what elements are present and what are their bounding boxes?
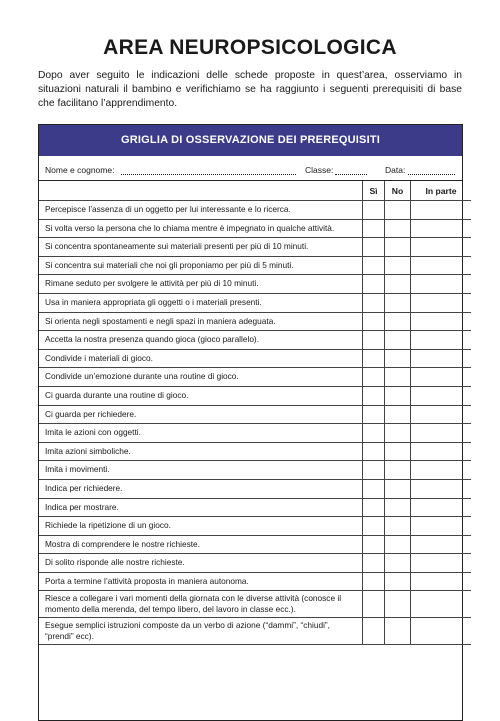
class-label: Classe: — [305, 165, 334, 175]
table-row — [39, 349, 471, 368]
no-checkbox-cell[interactable] — [385, 238, 411, 257]
page-title: AREA NEUROPSICOLOGICA — [103, 36, 397, 59]
no-checkbox-cell[interactable] — [385, 498, 411, 517]
si-checkbox-cell[interactable] — [363, 618, 385, 645]
item-text: Richiede la ripetizione di un gioco. — [45, 520, 171, 531]
item-text: Si volta verso la persona che lo chiama mentre è impegnato in qualche attività. — [45, 222, 335, 233]
si-checkbox-cell[interactable] — [363, 479, 385, 498]
si-checkbox-cell[interactable] — [363, 368, 385, 387]
si-checkbox-cell[interactable] — [363, 461, 385, 480]
si-checkbox-cell[interactable] — [363, 386, 385, 405]
table-row — [39, 591, 471, 618]
in-parte-checkbox-cell[interactable] — [411, 591, 472, 618]
no-checkbox-cell[interactable] — [385, 201, 411, 220]
no-checkbox-cell[interactable] — [385, 442, 411, 461]
column-header-in-parte: In parte — [411, 181, 472, 201]
item-text: Riesce a collegare i vari momenti della giornata con le diverse attività (conosce il momento della merenda, del tempo libero, del lavoro in classe ecc.). — [45, 592, 342, 615]
table-row — [39, 293, 471, 312]
no-checkbox-cell[interactable] — [385, 405, 411, 424]
si-checkbox-cell[interactable] — [363, 591, 385, 618]
item-text: Ci guarda durante una routine di gioco. — [45, 389, 189, 400]
si-checkbox-cell[interactable] — [363, 535, 385, 554]
si-checkbox-cell[interactable] — [363, 275, 385, 294]
table-row — [39, 572, 471, 591]
item-text: Usa in maniera appropriata gli oggetti o i materiali presenti. — [45, 297, 262, 308]
item-cell — [39, 386, 363, 405]
table-row — [39, 275, 471, 294]
in-parte-checkbox-cell[interactable] — [411, 219, 472, 238]
in-parte-checkbox-cell[interactable] — [411, 461, 472, 480]
item-cell — [39, 554, 363, 573]
no-checkbox-cell[interactable] — [385, 275, 411, 294]
si-checkbox-cell[interactable] — [363, 442, 385, 461]
in-parte-checkbox-cell[interactable] — [411, 368, 472, 387]
table-row — [39, 479, 471, 498]
item-text: Esegue semplici istruzioni composte da un verbo di azione (“dammi”, “chiudi”, “prendi” ecc). — [45, 619, 330, 642]
table-row — [39, 386, 471, 405]
in-parte-checkbox-cell[interactable] — [411, 331, 472, 350]
item-cell — [39, 479, 363, 498]
item-text: Condivide un’emozione durante una routine di gioco. — [45, 371, 239, 382]
in-parte-checkbox-cell[interactable] — [411, 349, 472, 368]
no-checkbox-cell[interactable] — [385, 312, 411, 331]
item-cell — [39, 238, 363, 257]
no-checkbox-cell[interactable] — [385, 219, 411, 238]
item-text: Percepisce l’assenza di un oggetto per lui interessante e lo ricerca. — [45, 204, 291, 215]
in-parte-checkbox-cell[interactable] — [411, 498, 472, 517]
si-checkbox-cell[interactable] — [363, 331, 385, 350]
in-parte-checkbox-cell[interactable] — [411, 405, 472, 424]
table-row — [39, 535, 471, 554]
si-checkbox-cell[interactable] — [363, 293, 385, 312]
table-row — [39, 368, 471, 387]
si-checkbox-cell[interactable] — [363, 554, 385, 573]
item-cell — [39, 535, 363, 554]
item-cell — [39, 517, 363, 536]
table-row — [39, 442, 471, 461]
table-row — [39, 201, 471, 220]
item-text: Imita i movimenti. — [45, 464, 110, 475]
in-parte-checkbox-cell[interactable] — [411, 618, 472, 645]
item-text: Si orienta negli spostamenti e negli spazi in maniera adeguata. — [45, 315, 276, 326]
si-checkbox-cell[interactable] — [363, 572, 385, 591]
item-cell — [39, 572, 363, 591]
date-label: Data: — [385, 165, 406, 175]
no-checkbox-cell[interactable] — [385, 349, 411, 368]
in-parte-checkbox-cell[interactable] — [411, 535, 472, 554]
in-parte-checkbox-cell[interactable] — [411, 517, 472, 536]
si-checkbox-cell[interactable] — [363, 219, 385, 238]
prerequisites-table — [39, 181, 471, 645]
item-text: Di solito risponde alle nostre richieste. — [45, 557, 185, 568]
item-cell — [39, 219, 363, 238]
si-checkbox-cell[interactable] — [363, 405, 385, 424]
table-row — [39, 424, 471, 443]
item-text: Imita azioni simboliche. — [45, 445, 131, 456]
no-checkbox-cell[interactable] — [385, 293, 411, 312]
table-row — [39, 312, 471, 331]
item-cell — [39, 442, 363, 461]
item-cell — [39, 331, 363, 350]
observation-grid — [38, 124, 463, 721]
table-row — [39, 256, 471, 275]
intro-paragraph: Dopo aver seguito le indicazioni delle schede proposte in quest’area, osserviamo in situazioni naturali il bambino e verifichiamo se ha raggiunto i seguenti prerequisiti di base che facilitano l’apprendimento. — [38, 70, 462, 109]
item-cell — [39, 201, 363, 220]
item-cell — [39, 424, 363, 443]
no-checkbox-cell[interactable] — [385, 424, 411, 443]
no-checkbox-cell[interactable] — [385, 535, 411, 554]
item-cell — [39, 591, 363, 618]
table-row — [39, 498, 471, 517]
item-cell — [39, 349, 363, 368]
si-checkbox-cell[interactable] — [363, 349, 385, 368]
in-parte-checkbox-cell[interactable] — [411, 554, 472, 573]
item-text: Ci guarda per richiedere. — [45, 408, 137, 419]
si-checkbox-cell[interactable] — [363, 238, 385, 257]
class-field[interactable] — [335, 165, 367, 175]
in-parte-checkbox-cell[interactable] — [411, 256, 472, 275]
item-cell — [39, 368, 363, 387]
column-header-blank — [39, 181, 363, 201]
no-checkbox-cell[interactable] — [385, 591, 411, 618]
in-parte-checkbox-cell[interactable] — [411, 386, 472, 405]
si-checkbox-cell[interactable] — [363, 424, 385, 443]
name-field[interactable] — [121, 165, 296, 175]
no-checkbox-cell[interactable] — [385, 572, 411, 591]
no-checkbox-cell[interactable] — [385, 331, 411, 350]
item-cell — [39, 461, 363, 480]
no-checkbox-cell[interactable] — [385, 554, 411, 573]
si-checkbox-cell[interactable] — [363, 498, 385, 517]
item-text: Si concentra sui materiali che noi gli proponiamo per più di 5 minuti. — [45, 259, 294, 270]
si-checkbox-cell[interactable] — [363, 256, 385, 275]
no-checkbox-cell[interactable] — [385, 461, 411, 480]
no-checkbox-cell[interactable] — [385, 517, 411, 536]
item-text: Si concentra spontaneamente sui materiali presenti per più di 10 minuti. — [45, 241, 309, 252]
item-cell — [39, 618, 363, 645]
table-row — [39, 405, 471, 424]
item-text: Accetta la nostra presenza quando gioca (gioco parallelo). — [45, 334, 260, 345]
in-parte-checkbox-cell[interactable] — [411, 201, 472, 220]
info-row — [39, 156, 462, 181]
item-text: Porta a termine l’attività proposta in maniera autonoma. — [45, 575, 249, 586]
item-cell — [39, 312, 363, 331]
no-checkbox-cell[interactable] — [385, 256, 411, 275]
in-parte-checkbox-cell[interactable] — [411, 293, 472, 312]
in-parte-checkbox-cell[interactable] — [411, 312, 472, 331]
table-row — [39, 461, 471, 480]
si-checkbox-cell[interactable] — [363, 312, 385, 331]
table-row — [39, 238, 471, 257]
item-text: Mostra di comprendere le nostre richieste. — [45, 538, 200, 549]
name-label: Nome e cognome: — [45, 165, 115, 175]
item-cell — [39, 293, 363, 312]
no-checkbox-cell[interactable] — [385, 368, 411, 387]
column-header-row — [39, 181, 471, 201]
item-cell — [39, 275, 363, 294]
item-text: Indica per richiedere. — [45, 482, 123, 493]
item-text: Imita le azioni con oggetti. — [45, 427, 141, 438]
item-cell — [39, 498, 363, 517]
table-row — [39, 219, 471, 238]
table-row — [39, 517, 471, 536]
grid-header: GRIGLIA DI OSSERVAZIONE DEI PREREQUISITI — [39, 125, 462, 156]
item-cell — [39, 405, 363, 424]
in-parte-checkbox-cell[interactable] — [411, 275, 472, 294]
table-row — [39, 331, 471, 350]
no-checkbox-cell[interactable] — [385, 386, 411, 405]
si-checkbox-cell[interactable] — [363, 201, 385, 220]
item-text: Condivide i materiali di gioco. — [45, 352, 153, 363]
item-text: Indica per mostrare. — [45, 501, 119, 512]
no-checkbox-cell[interactable] — [385, 618, 411, 645]
item-cell — [39, 256, 363, 275]
si-checkbox-cell[interactable] — [363, 517, 385, 536]
table-row — [39, 618, 471, 645]
table-row — [39, 554, 471, 573]
item-text: Rimane seduto per svolgere le attività per più di 10 minuti. — [45, 278, 259, 289]
in-parte-checkbox-cell[interactable] — [411, 238, 472, 257]
in-parte-checkbox-cell[interactable] — [411, 424, 472, 443]
in-parte-checkbox-cell[interactable] — [411, 442, 472, 461]
column-header-si: Sì — [363, 181, 385, 201]
in-parte-checkbox-cell[interactable] — [411, 572, 472, 591]
date-field[interactable] — [408, 165, 455, 175]
in-parte-checkbox-cell[interactable] — [411, 479, 472, 498]
no-checkbox-cell[interactable] — [385, 479, 411, 498]
column-header-no: No — [385, 181, 411, 201]
